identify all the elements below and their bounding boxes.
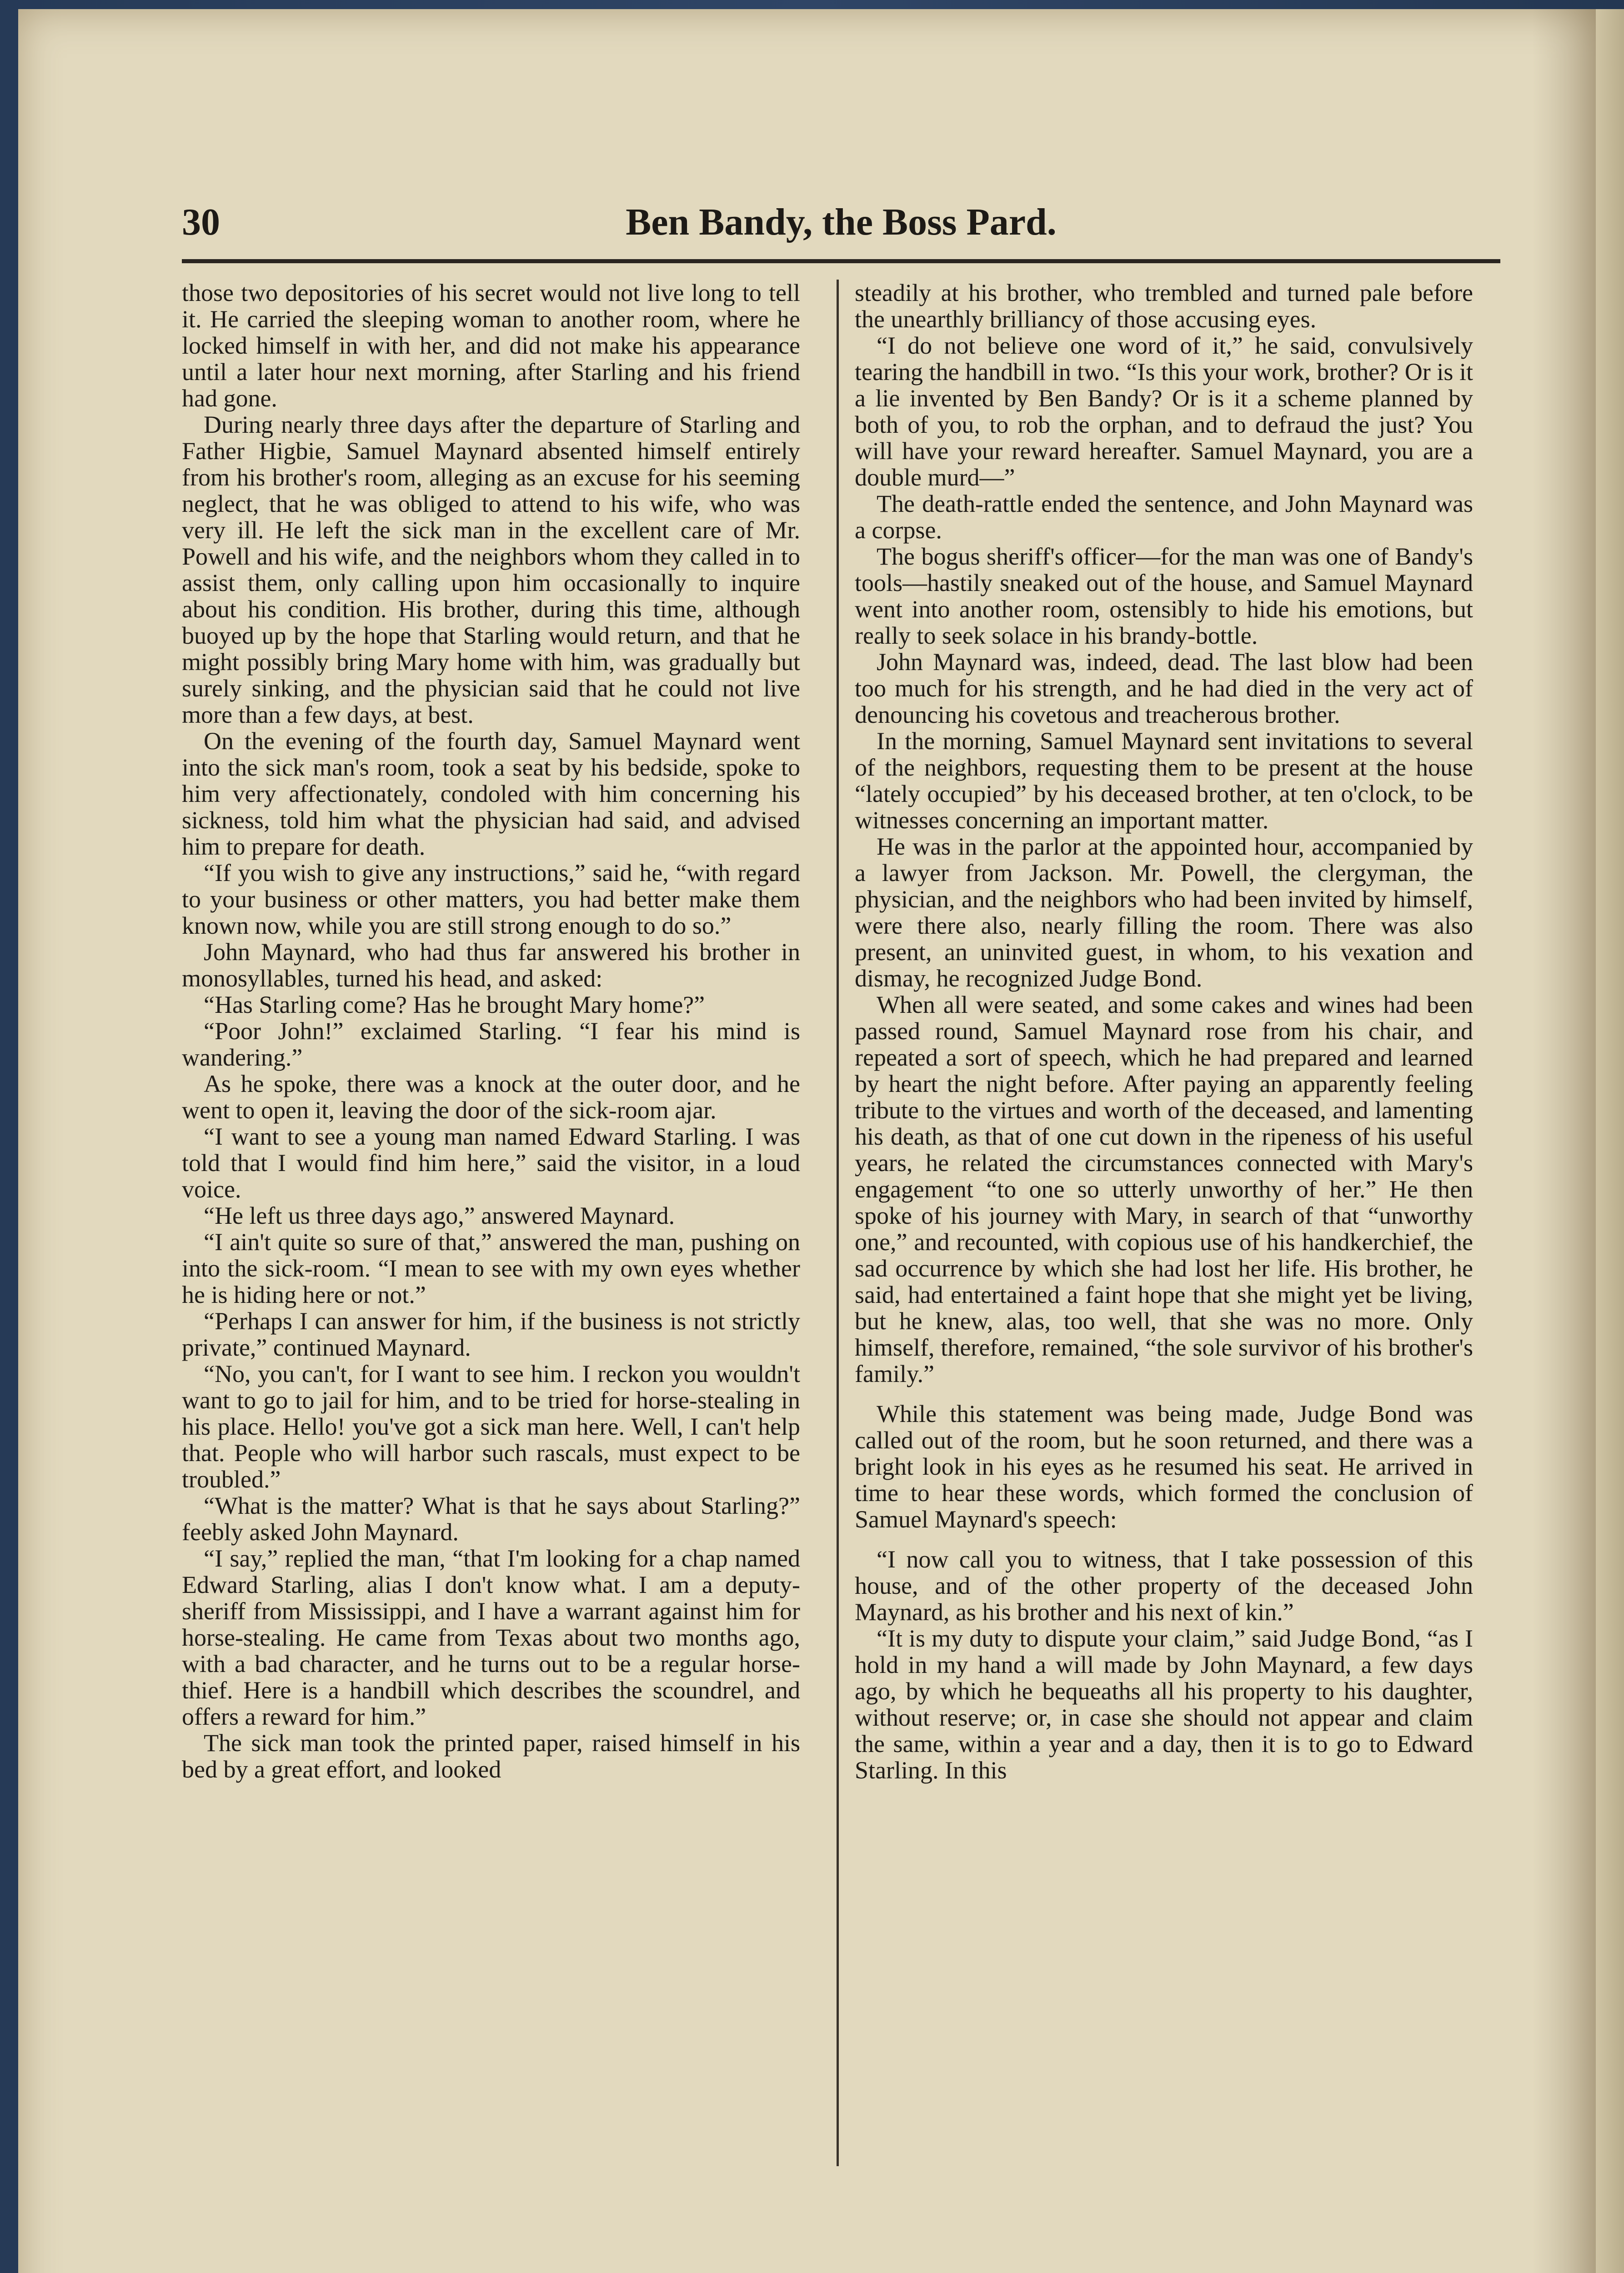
paragraph: When all were seated, and some cakes and wines had been passed round, Samuel Maynard rose from his chair, and repeated a sort of speech, which he had prepared and learned by heart the night before. After paying an apparently feeling tribute to the virtues and worth of the deceased, and lamenting his death, as that of one cut down in the ripeness of his useful years, he related the circumstances connected with Mary's engagement “to one so utterly unworthy of her.” He then spoke of his journey with Mary, in search of that “unworthy one,” and recounted, with copious use of his handkerchief, the sad occurrence by which she had lost her life. His brother, he said, had entertained a faint hope that she might yet be living, but he knew, alas, too well, that she was no more. Only himself, therefore, remained, “the sole survivor of his brother's family.” xyxy=(855,991,1473,1387)
paragraph: John Maynard was, indeed, dead. The last blow had been too much for his strength, and he had died in the very act of denouncing his covetous and treacherous brother. xyxy=(855,648,1473,728)
paragraph: The death-rattle ended the sentence, and John Maynard was a corpse. xyxy=(855,490,1473,544)
paragraph: “I say,” replied the man, “that I'm looking for a chap named Edward Starling, alias I don't know what. I am a deputy-sheriff from Mississippi, and I have a warrant against him for horse-stealing. He came from Texas about two months ago, with a bad character, and he turns out to be a regular horse-thief. Here is a handbill which describes the scoundrel, and offers a reward for him.” xyxy=(182,1545,800,1730)
paragraph: “If you wish to give any instructions,” said he, “with regard to your business or other matters, you had better make them known now, while you are still strong enough to do so.” xyxy=(182,859,800,939)
column-rule xyxy=(837,280,839,2166)
paragraph: The bogus sheriff's officer—for the man was one of Bandy's tools—hastily sneaked out of the house, and Samuel Maynard went into another room, ostensibly to hide his emotions, but really to seek solace in his brandy-bottle. xyxy=(855,543,1473,649)
paragraph: “Poor John!” exclaimed Starling. “I fear his mind is wandering.” xyxy=(182,1017,800,1071)
right-column xyxy=(855,280,1473,2189)
paragraph: steadily at his brother, who trembled and turned pale before the unearthly brilliancy of those accusing eyes. xyxy=(855,280,1473,333)
paragraph: During nearly three days after the departure of Starling and Father Higbie, Samuel Maynard absented himself entirely from his brother's room, alleging as an excuse for his seeming neglect, that he was obliged to attend to his wife, who was very ill. He left the sick man in the excellent care of Mr. Powell and his wife, and the neighbors whom they called in to assist them, only calling upon him occasionally to inquire about his condition. His brother, during this time, although buoyed up by the hope that Starling would return, and that he might possibly bring Mary home with him, was gradually but surely sinking, and the physician said that he could not live more than a few days, at best. xyxy=(182,411,800,728)
paragraph: In the morning, Samuel Maynard sent invitations to several of the neighbors, requesting them to be present at the house “lately occupied” by his deceased brother, at ten o'clock, to be witnesses concerning an important matter. xyxy=(855,727,1473,834)
paragraph: John Maynard, who had thus far answered his brother in monosyllables, turned his head, and asked: xyxy=(182,938,800,992)
page-number: 30 xyxy=(182,201,220,243)
paragraph: “Perhaps I can answer for him, if the business is not strictly private,” continued Maynard. xyxy=(182,1307,800,1361)
paragraph: “What is the matter? What is that he says about Starling?” feebly asked John Maynard. xyxy=(182,1492,800,1546)
running-title: Ben Bandy, the Boss Pard. xyxy=(626,201,1057,243)
left-column xyxy=(182,280,800,2189)
paragraph: “I want to see a young man named Edward Starling. I was told that I would find him here,” said the visitor, in a loud voice. xyxy=(182,1123,800,1203)
paragraph: “It is my duty to dispute your claim,” said Judge Bond, “as I hold in my hand a will made by John Maynard, a few days ago, by which he bequeaths all his property to his daughter, without reserve; or, in case she should not appear and claim the same, within a year and a day, then it is to go to Edward Starling. In this xyxy=(855,1625,1473,1784)
paragraph: On the evening of the fourth day, Samuel Maynard went into the sick man's room, took a seat by his bedside, spoke to him very affectionately, condoled with him concerning his sickness, told him what the physician had said, and advised him to prepare for death. xyxy=(182,727,800,860)
paragraph: As he spoke, there was a knock at the outer door, and he went to open it, leaving the door of the sick-room ajar. xyxy=(182,1070,800,1124)
next-page-edge xyxy=(1596,9,1624,2273)
paragraph: “I do not believe one word of it,” he said, convulsively tearing the handbill in two. “Is this your work, brother? Or is it a lie invented by Ben Bandy? Or is it a scheme planned by both of you, to rob the orphan, and to defraud the just? You will have your reward hereafter. Samuel Maynard, you are a double murd—” xyxy=(855,332,1473,491)
paragraph: The sick man took the printed paper, raised himself in his bed by a great effort, and looked xyxy=(182,1729,800,1783)
paragraph: “He left us three days ago,” answered Maynard. xyxy=(204,1202,675,1229)
paragraph: He was in the parlor at the appointed hour, accompanied by a lawyer from Jackson. Mr. Powell, the clergyman, the physician, and the neighbors who had been invited by himself, were there also, nearly filling the room. There was also present, an uninvited guest, in whom, to his vexation and dismay, he recognized Judge Bond. xyxy=(855,833,1473,992)
paragraph: “Has Starling come? Has he brought Mary home?” xyxy=(204,991,705,1018)
paragraph: “No, you can't, for I want to see him. I reckon you wouldn't want to go to jail for him, and to be tried for horse-stealing in his place. Hello! you've got a sick man here. Well, I can't help that. People who will harbor such rascals, must expect to be troubled.” xyxy=(182,1360,800,1493)
page-header xyxy=(182,195,1500,255)
header-rule xyxy=(182,259,1500,263)
paragraph: “I ain't quite so sure of that,” answered the man, pushing on into the sick-room. “I mean to see with my own eyes whether he is hiding here or not.” xyxy=(182,1228,800,1308)
page-fold-shadow xyxy=(1532,9,1596,2273)
paragraph: “I now call you to witness, that I take possession of this house, and of the other property of the deceased John Maynard, as his brother and his next of kin.” xyxy=(855,1546,1473,1626)
paragraph: those two depositories of his secret would not live long to tell it. He carried the sleeping woman to another room, where he locked himself in with her, and did not make his appearance until a later hour next morning, after Starling and his friend had gone. xyxy=(182,280,800,412)
paragraph: While this statement was being made, Judge Bond was called out of the room, but he soon returned, and there was a bright look in his eyes as he resumed his seat. He arrived in time to hear these words, which formed the conclusion of Samuel Maynard's speech: xyxy=(855,1400,1473,1533)
